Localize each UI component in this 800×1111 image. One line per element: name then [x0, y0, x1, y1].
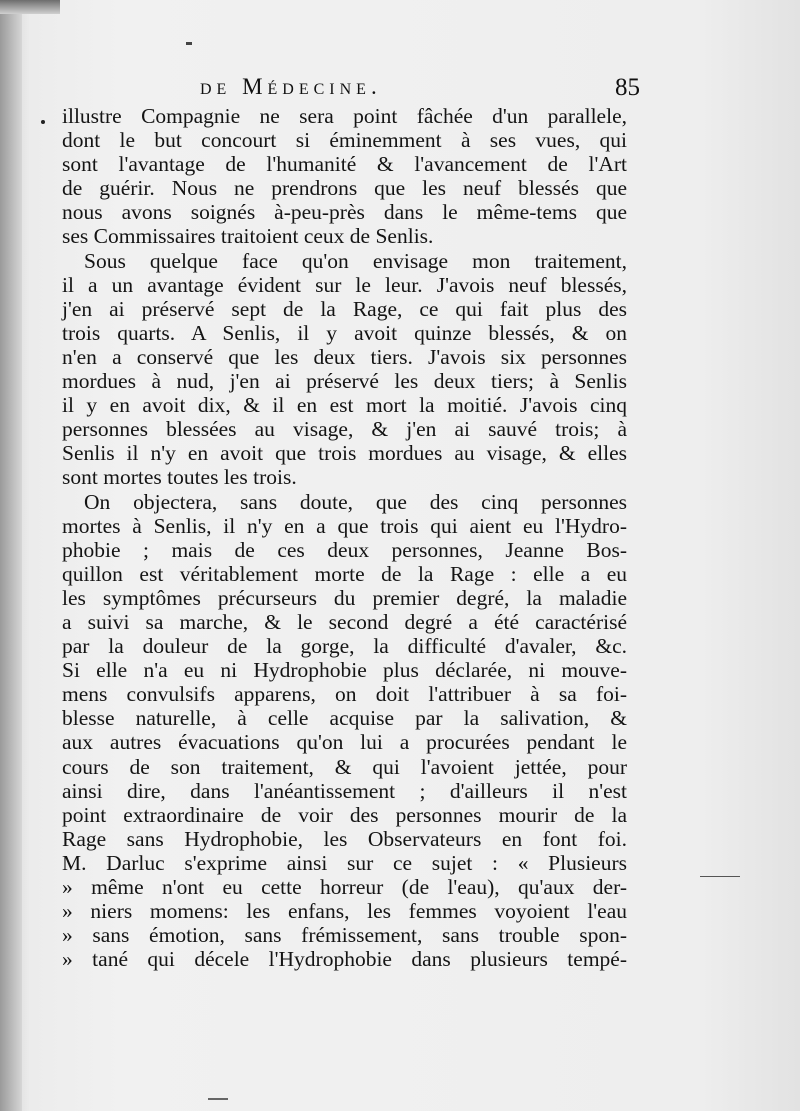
body-text [62, 104, 627, 971]
page-header [60, 74, 640, 104]
text-line: » sans émotion, sans frémissement, sans trouble spon- [62, 923, 627, 948]
text-line: cours de son traitement, & qui l'avoient jettée, pour [62, 754, 627, 779]
text-line: On objectera, sans doute, que des cinq personnes [84, 489, 627, 514]
page-gutter-shadow [0, 0, 22, 1111]
ink-speck [186, 42, 192, 45]
text-line: quillon est véritablement morte de la Rage : elle a eu [62, 561, 627, 586]
text-line: phobie ; mais de ces deux personnes, Jeanne Bos- [62, 537, 627, 562]
text-line: blesse naturelle, à celle acquise par la salivation, & [62, 706, 627, 731]
text-line: n'en a conservé que les deux tiers. J'avois six personnes [62, 344, 627, 369]
text-line: » niers momens: les enfans, les femmes voyoient l'eau [62, 899, 627, 924]
ink-speck-bottom [208, 1098, 228, 1100]
text-line: par la douleur de la gorge, la difficulté d'avaler, &c. [62, 634, 627, 659]
text-line: mordues à nud, j'en ai préservé les deux tiers; à Senlis [62, 369, 627, 394]
text-line: M. Darluc s'exprime ainsi sur ce sujet : « Plusieurs [62, 850, 627, 875]
text-line: Senlis il n'y en avoit que trois mordues au visage, & elles [62, 441, 627, 466]
text-line: point extraordinaire de voir des personnes mourir de la [62, 802, 627, 827]
text-line: nous avons soignés à-peu-près dans le même-tems que [62, 200, 627, 225]
text-line: Rage sans Hydrophobie, les Observateurs en font foi. [62, 826, 627, 851]
margin-mark [700, 876, 740, 877]
text-line: trois quarts. A Senlis, il y avoit quinze blessés, & on [62, 320, 627, 345]
text-line: Sous quelque face qu'on envisage mon traitement, [84, 248, 627, 273]
margin-ink-dot [41, 120, 45, 124]
text-line: sont mortes toutes les trois. [62, 465, 297, 490]
text-line: de guérir. Nous ne prendrons que les neuf blessés que [62, 176, 627, 201]
text-line: j'en ai préservé sept de la Rage, ce qui fait plus des [62, 296, 627, 321]
page-corner-shadow [0, 0, 60, 14]
text-line: ses Commissaires traitoient ceux de Senlis. [62, 224, 434, 249]
running-title: de Médecine. [200, 74, 382, 99]
text-line: personnes blessées au visage, & j'en ai sauvé trois; à [62, 417, 627, 442]
text-line: il a un avantage évident sur le leur. J'avois neuf blessés, [62, 272, 627, 297]
text-line: ainsi dire, dans l'anéantissement ; d'ailleurs il n'est [62, 778, 627, 803]
text-line: aux autres évacuations qu'on lui a procurées pendant le [62, 730, 627, 755]
text-line: illustre Compagnie ne sera point fâchée d'un parallele, [62, 104, 627, 128]
text-line: dont le but concourt si éminemment à ses vues, qui [62, 128, 627, 153]
text-line: » tané qui décele l'Hydrophobie dans plusieurs tempé- [62, 947, 627, 972]
text-line: » même n'ont eu cette horreur (de l'eau), qu'aux der- [62, 875, 627, 899]
text-line: les symptômes précurseurs du premier degré, la maladie [62, 585, 627, 610]
text-line: il y en avoit dix, & il en est mort la moitié. J'avois cinq [62, 393, 627, 418]
text-line: sont l'avantage de l'humanité & l'avancement de l'Art [62, 152, 627, 177]
text-line: a suivi sa marche, & le second degré a été caractérisé [62, 609, 627, 634]
text-line: mens convulsifs apparens, on doit l'attribuer à sa foi- [62, 682, 627, 707]
text-line: Si elle n'a eu ni Hydrophobie plus déclarée, ni mouve- [62, 658, 627, 683]
page-number: 85 [615, 74, 640, 101]
text-line: mortes à Senlis, il n'y en a que trois qui aient eu l'Hydro- [62, 513, 627, 538]
